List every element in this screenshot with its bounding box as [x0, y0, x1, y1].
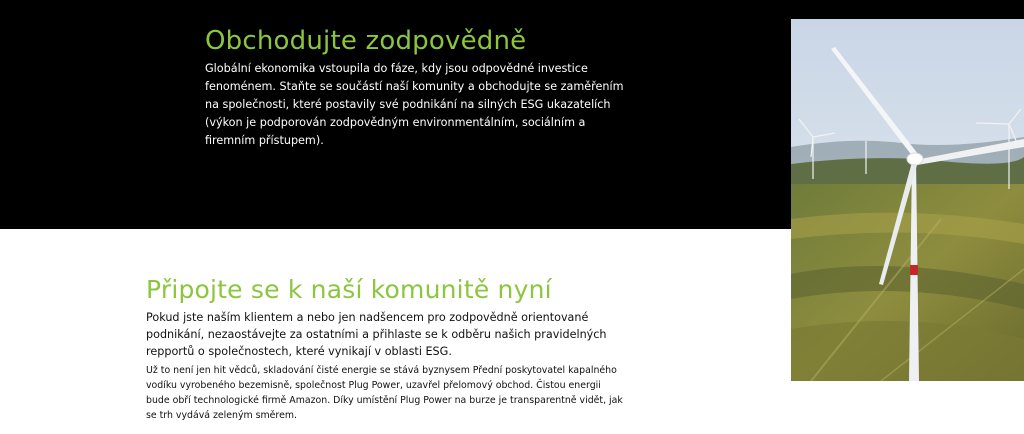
community-body: Už to není jen hit vědců, skladování čisté energie se stává byznysem Přední poskytovatel kapalného vodíku vyrobeného bezemisně, společnost Plug Power, uzavřel přelomový obchod. Čistou energii bude obří technologické firmě Amazon. Díky umístění Plug Power na burze je transparentně vidět, jak se trh vydává zeleným směrem.: [146, 365, 623, 421]
community-title: Připojte se k naší komunitě nyní: [146, 275, 552, 304]
wind-turbine-landscape-icon: [791, 19, 1024, 381]
community-lead: Pokud jste naším klientem a nebo jen nadšencem pro zodpovědně orientované podnikání, nezaostávejte za ostatními a přihlaste se k odběru našich pravidelných repportů o společnostech, které vynikají v oblasti ESG.: [146, 311, 607, 358]
hero-title: Obchodujte zodpovědně: [205, 26, 527, 56]
hero-description: Globální ekonomika vstoupila do fáze, kdy jsou odpovědné investice fenoménem. Staňte se součástí naší komunity a obchodujte se zaměřením na společnosti, které postavily své podnikání na silných ESG ukazatelích (výkon je podporován zodpovědným environmentálním, sociálním a firemním přístupem).: [205, 62, 624, 147]
wind-turbine-photo: [791, 19, 1024, 381]
